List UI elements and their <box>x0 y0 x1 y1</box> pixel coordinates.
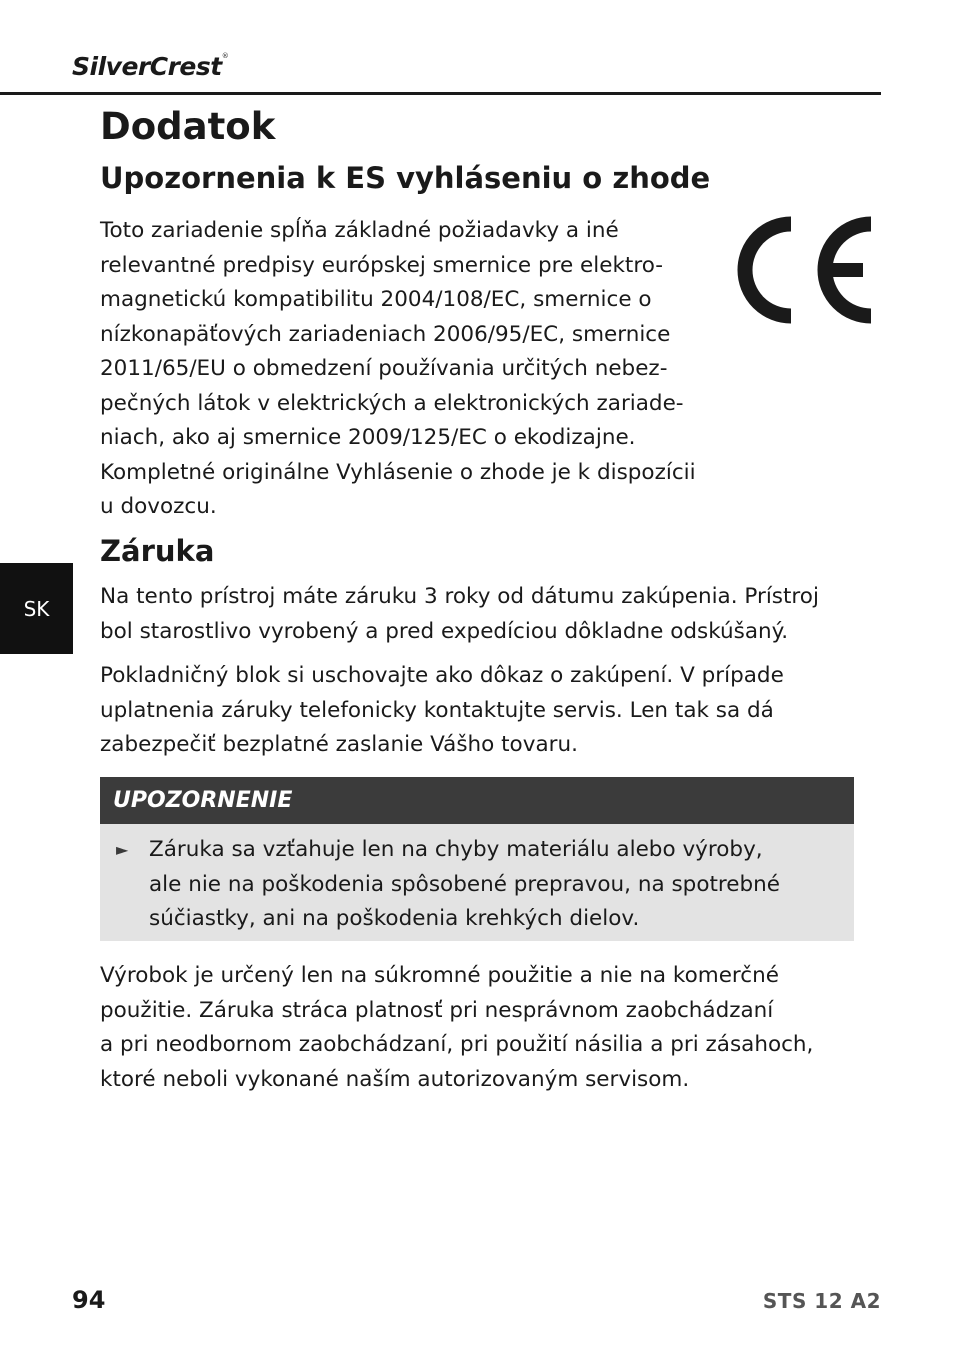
text-line: a pri neodbornom zaobchádzaní, pri použití násilia a pri zásahoch, <box>100 1032 814 1057</box>
ce-section-heading: Upozornenia k ES vyhláseniu o zhode <box>100 161 711 195</box>
text-line: 2011/65/EU o obmedzení používania určitých nebez- <box>100 356 668 381</box>
model-number: STS 12 A2 <box>762 1289 881 1313</box>
warranty-paragraph-3 <box>100 959 813 1097</box>
text-line: uplatnenia záruky telefonicky kontaktujte servis. Len tak sa dá <box>100 697 774 723</box>
brand-registered-mark: ® <box>221 52 229 60</box>
text-line: Toto zariadenie spĺňa základné požiadavky a iné <box>100 218 619 243</box>
text-line: relevantné predpisy európskej smernice pre elektro- <box>100 252 664 278</box>
text-line: u dovozcu. <box>100 494 217 519</box>
ce-mark-icon <box>725 215 877 325</box>
brand-name: SilverCrest <box>72 52 222 81</box>
language-tab-label: SK <box>23 596 50 621</box>
text-line: nízkonapäťových zariadeniach 2006/95/EC, smernice <box>100 321 671 347</box>
warranty-paragraph-2 <box>100 659 784 763</box>
notice-text <box>149 833 780 937</box>
text-line: pečných látok v elektrických a elektronických zariade- <box>100 390 684 416</box>
text-line: magnetickú kompatibilitu 2004/108/EC, smernice o <box>100 287 652 312</box>
header-rule <box>0 92 881 95</box>
text-line: Pokladničný blok si uschovajte ako dôkaz o zakúpení. V prípade <box>100 663 784 688</box>
page-number: 94 <box>72 1286 106 1314</box>
brand-logo <box>72 52 228 81</box>
warranty-paragraph-1 <box>100 580 819 649</box>
warranty-heading: Záruka <box>100 534 215 568</box>
ce-declaration-text <box>100 214 696 525</box>
text-line: použitie. Záruka stráca platnosť pri nesprávnom zaobchádzaní <box>100 997 774 1023</box>
text-line: ale nie na poškodenia spôsobené prepravou, na spotrebné <box>149 871 780 897</box>
text-line: ktoré neboli vykonané naším autorizovaným servisom. <box>100 1066 690 1092</box>
notice-body <box>100 824 854 941</box>
text-line: súčiastky, ani na poškodenia krehkých dielov. <box>149 906 640 931</box>
notice-header: UPOZORNENIE <box>100 777 854 824</box>
text-line: Kompletné originálne Vyhlásenie o zhode je k dispozícii <box>100 459 696 485</box>
language-tab-sk <box>0 563 73 654</box>
text-line: Záruka sa vzťahuje len na chyby materiálu alebo výroby, <box>149 837 763 862</box>
text-line: Výrobok je určený len na súkromné použitie a nie na komerčné <box>100 963 779 988</box>
triangle-bullet-icon: ► <box>116 840 129 859</box>
page-title: Dodatok <box>100 105 276 148</box>
text-line: niach, ako aj smernice 2009/125/EC o ekodizajne. <box>100 425 636 450</box>
text-line: Na tento prístroj máte záruku 3 roky od dátumu zakúpenia. Prístroj <box>100 584 819 609</box>
text-line: zabezpečiť bezplatné zaslanie Vášho tovaru. <box>100 732 578 757</box>
text-line: bol starostlivo vyrobený a pred expedíciou dôkladne odskúšaný. <box>100 618 789 644</box>
